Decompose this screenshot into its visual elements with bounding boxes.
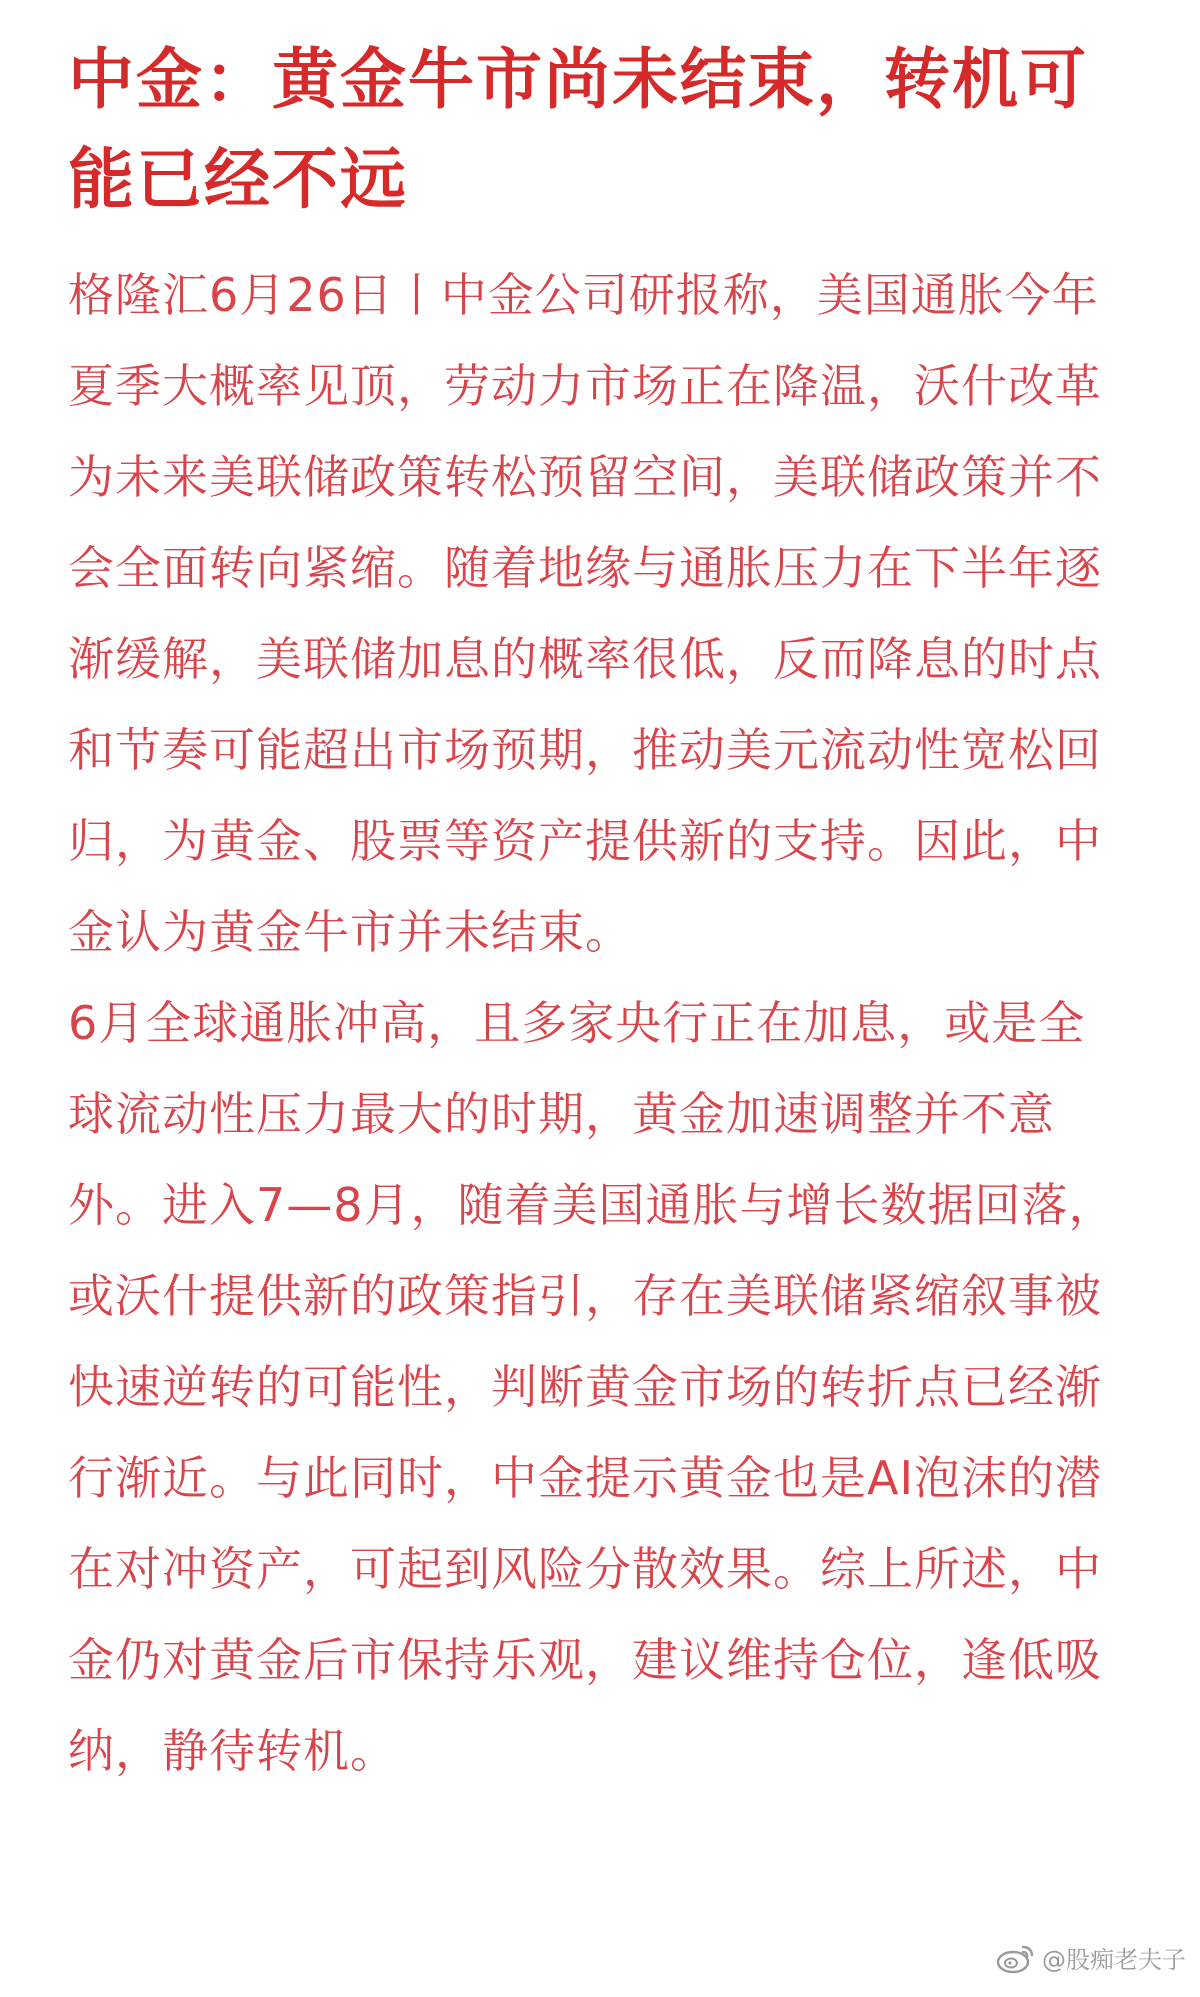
weibo-icon	[996, 1942, 1036, 1974]
article-body	[68, 250, 1128, 1797]
article-title: 中金：黄金牛市尚未结束，转机可能已经不远	[68, 41, 1088, 218]
article-paragraph-1: 格隆汇6月26日丨中金公司研报称，美国通胀今年夏季大概率见顶，劳动力市场正在降温，沃什改革为未来美联储政策转松预留空间，美联储政策并不会全面转向紧缩。随着地缘与通胀压力在下半年逐渐缓解，美联储加息的概率很低，反而降息的时点和节奏可能超出市场预期，推动美元流动性宽松回归，为黄金、股票等资产提供新的支持。因此，中金认为黄金牛市并未结束。	[68, 268, 1102, 959]
article-paragraph-2: 6月全球通胀冲高，且多家央行正在加息，或是全球流动性压力最大的时期，黄金加速调整并不意外。进入7—8月，随着美国通胀与增长数据回落，或沃什提供新的政策指引，存在美联储紧缩叙事被快速逆转的可能性，判断黄金市场的转折点已经渐行渐近。与此同时，中金提示黄金也是AI泡沫的潜在对冲资产，可起到风险分散效果。综上所述，中金仍对黄金后市保持乐观，建议维持仓位，逢低吸纳，静待转机。	[68, 996, 1116, 1778]
article	[68, 30, 1128, 1797]
watermark-text: @股痴老夫子	[1042, 1946, 1186, 1974]
watermark	[996, 1940, 1186, 1975]
